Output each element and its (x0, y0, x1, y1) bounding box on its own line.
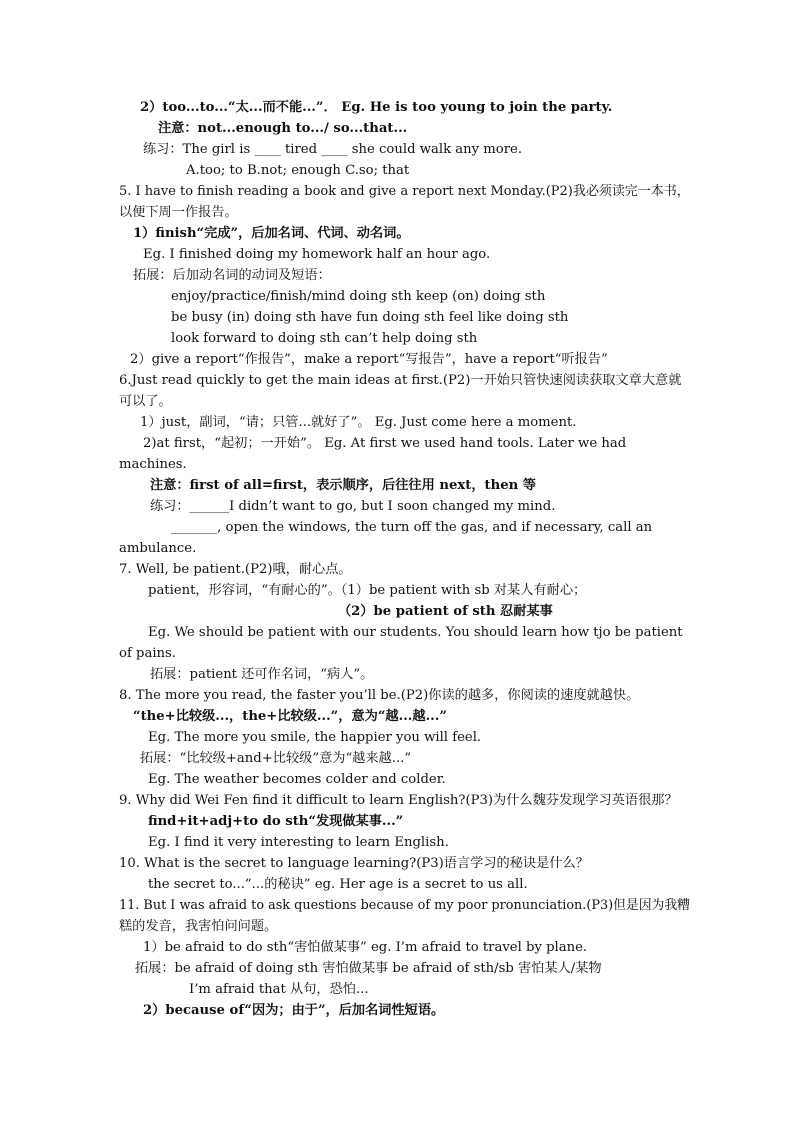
line-note-first-of-all: 注意：first of all=first，表示顺序，后往往用 next，then 等 (150, 478, 536, 493)
line-patient-example: Eg. We should be patient with our students. You should learn how tjo be patient (148, 625, 683, 640)
line-exercise-1: 练习：The girl is ____ tired ____ she could walk any more. (143, 142, 523, 157)
line-secret-to: the secret to...“...的秘诀” eg. Her age is a secret to us all. (148, 877, 528, 892)
line-afraid-extension: 拓展：be afraid of doing sth 害怕做某事 be afraid of sth/sb 害怕某人/某物 (135, 961, 602, 976)
line-finish: 1）finish“完成”，后加名词、代词、动名词。 (133, 226, 410, 241)
line-sentence-8: 8. The more you read, the faster you’ll be.(P2)你读的越多，你阅读的速度就越快。 (119, 688, 640, 703)
line-comparative-extension: 拓展：“比较级+and+比较级”意为“越来越...” (140, 751, 412, 766)
line-exercise-1-options: A.too; to B.not; enough C.so; that (186, 163, 410, 178)
line-just: 1）just，副词，“请；只管...就好了”。 Eg. Just come here a moment. (140, 415, 577, 430)
line-exercise-3-cont: ambulance. (119, 541, 197, 556)
line-patient-example-cont: of pains. (119, 646, 176, 661)
line-gerund-list-1: enjoy/practice/finish/mind doing sth keep (on) doing sth (171, 289, 546, 304)
line-finish-example: Eg. I finished doing my homework half an hour ago. (143, 247, 491, 262)
line-find-it-example: Eg. I find it very interesting to learn English. (148, 835, 449, 850)
line-comparative-example: Eg. The weather becomes colder and colder. (148, 772, 446, 787)
line-sentence-6: 6.Just read quickly to get the main ideas at first.(P2)一开始只管快速阅读获取文章大意就 (119, 373, 682, 388)
line-sentence-11-cont: 糕的发音，我害怕问问题。 (119, 919, 278, 934)
line-at-first-cont: machines. (119, 457, 187, 472)
line-patient-noun: 拓展：patient 还可作名词，“病人”。 (150, 667, 374, 682)
line-gerund-list-2: be busy (in) doing sth have fun doing sth feel like doing sth (171, 310, 569, 325)
line-sentence-7: 7. Well, be patient.(P2)哦，耐心点。 (119, 562, 352, 577)
line-gerund-list-3: look forward to doing sth can’t help doing sth (171, 331, 478, 346)
line-afraid-to: 1）be afraid to do sth“害怕做某事” eg. I’m afraid to travel by plane. (143, 940, 588, 955)
line-find-it: find+it+adj+to do sth“发现做某事...” (148, 814, 404, 829)
line-at-first: 2)at first，“起初；一开始”。 Eg. At first we used hand tools. Later we had (143, 436, 627, 451)
line-afraid-that: I’m afraid that 从句，恐怕... (189, 982, 369, 997)
line-sentence-5: 5. I have to finish reading a book and give a report next Monday.(P2)我必须读完一本书， (119, 184, 690, 199)
line-sentence-10: 10. What is the secret to language learning?(P3)语言学习的秘诀是什么？ (119, 856, 589, 871)
line-extension-gerund: 拓展：后加动名词的动词及短语： (133, 268, 331, 283)
line-patient-adj: patient，形容词，“有耐心的”。（1）be patient with sb 对某人有耐心； (148, 583, 587, 598)
line-exercise-2: 练习：______I didn’t want to go, but I soon changed my mind. (150, 499, 556, 514)
line-give-report: 2）give a report“作报告”，make a report“写报告”，have a report“听报告” (130, 352, 608, 367)
line-patient-of: （2）be patient of sth 忍耐某事 (338, 604, 553, 619)
line-exercise-3: _______, open the windows, the turn off the gas, and if necessary, call an (171, 520, 653, 535)
line-sentence-5-cont: 以便下周一作报告。 (119, 205, 238, 220)
line-sentence-9: 9. Why did Wei Fen find it difficult to learn English?(P3)为什么魏芬发现学习英语很那？ (119, 793, 678, 808)
line-the-more-example: Eg. The more you smile, the happier you will feel. (148, 730, 482, 745)
line-sentence-6-cont: 可以了。 (119, 394, 172, 409)
line-sentence-11: 11. But I was afraid to ask questions because of my poor pronunciation.(P3)但是因为我糟 (119, 898, 690, 913)
line-note-not-enough: 注意：not...enough to.../ so...that... (158, 121, 408, 136)
line-too-to: 2）too...to...“太...而不能...”． Eg. He is too young to join the party. (140, 100, 613, 115)
line-the-more: “the+比较级...，the+比较级...”，意为“越...越...” (133, 709, 447, 724)
line-because-of: 2）because of“因为；由于”，后加名词性短语。 (143, 1003, 445, 1018)
